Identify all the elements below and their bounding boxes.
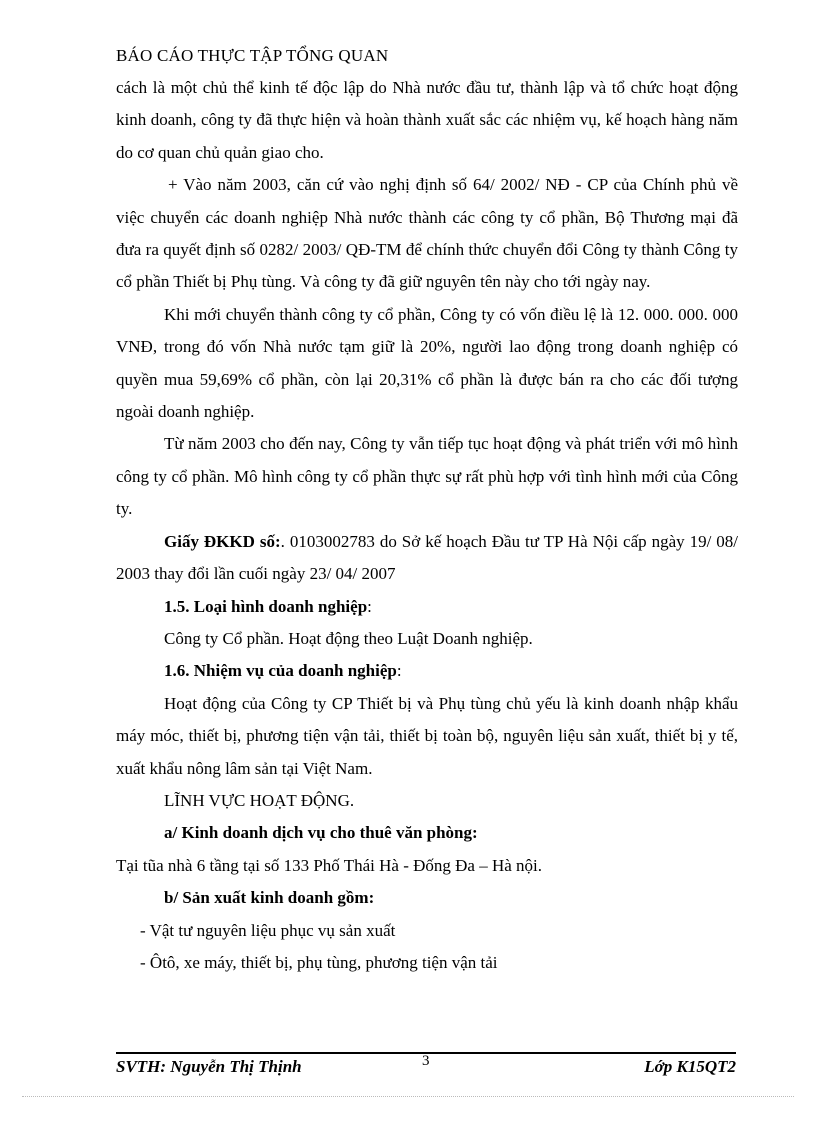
page-header: BÁO CÁO THỰC TẬP TỔNG QUAN <box>116 46 389 65</box>
list-item: - Ôtô, xe máy, thiết bị, phụ tùng, phương tiện vận tải <box>140 952 498 972</box>
registration-label: Giấy ĐKKD số: <box>164 531 281 551</box>
subheading-a <box>116 817 738 849</box>
section-heading <box>116 655 738 687</box>
footer-class: Lớp K15QT2 <box>644 1057 736 1076</box>
page-number: 3 <box>422 1053 430 1069</box>
subheading-a-text: a/ Kinh doanh dịch vụ cho thuê văn phòng: <box>164 823 478 843</box>
paragraph: Khi mới chuyển thành công ty cổ phần, Công ty có vốn điều lệ là 12. 000. 000. 000 VNĐ, trong đó vốn Nhà nước tạm giữ là 20%, người lao động trong doanh nghiệp có quyền mua 59,69% cổ phần, còn lại 20,31% cổ phần là được bán ra cho các đối tượng ngoài doanh nghiệp. <box>116 304 738 422</box>
paragraph: LĨNH VỰC HOẠT ĐỘNG. <box>164 790 355 810</box>
heading-1-5: 1.5. Loại hình doanh nghiệp <box>164 596 368 616</box>
subheading-b-text: b/ Sản xuất kinh doanh gồm: <box>164 888 375 908</box>
paragraph: Công ty Cổ phần. Hoạt động theo Luật Doanh nghiệp. <box>164 628 533 648</box>
paragraph: Tại tũa nhà 6 tầng tại số 133 Phố Thái Hà - Đống Đa – Hà nội. <box>116 855 543 875</box>
section-heading <box>116 591 738 623</box>
paragraph: Hoạt động của Công ty CP Thiết bị và Phụ tùng chủ yếu là kinh doanh nhập khẩu máy móc, thiết bị, phương tiện vận tải, thiết bị toàn bộ, nguyên liệu sản xuất, thiết bị y tế, xuất khẩu nông lâm sản tại Việt Nam. <box>116 693 738 778</box>
heading-colon: : <box>396 661 402 681</box>
paragraph-registration <box>116 526 738 591</box>
paragraph: Từ năm 2003 cho đến nay, Công ty vẫn tiếp tục hoạt động và phát triển với mô hình công ty cổ phần. Mô hình công ty cổ phần thực sự rất phù hợp với tình hình mới của Công ty. <box>116 434 738 519</box>
paragraph: cách là một chủ thể kinh tế độc lập do Nhà nước đầu tư, thành lập và tổ chức hoạt động kinh doanh, công ty đã thực hiện và hoàn thành xuất sắc các nhiệm vụ, kế hoạch hàng năm do cơ quan chủ quản giao cho. <box>116 78 738 162</box>
list-item: - Vật tư nguyên liệu phục vụ sản xuất <box>140 920 396 940</box>
page-edge-divider <box>22 1096 794 1097</box>
paragraph: + Vào năm 2003, căn cứ vào nghị định số 64/ 2002/ NĐ - CP của Chính phủ về việc chuyển các doanh nghiệp Nhà nước thành các công ty cổ phần, Bộ Thương mại đã đưa ra quyết định số 0282/ 2003/ QĐ-TM để chính thức chuyển đổi Công ty thành Công ty cổ phần Thiết bị Phụ tùng. Và công ty đã giữ nguyên tên này cho tới ngày nay. <box>116 175 738 292</box>
footer-student: SVTH: Nguyễn Thị Thịnh <box>116 1057 302 1076</box>
registration-text: . 0103002783 do Sở kế hoạch Đầu tư TP Hà Nội cấp ngày 19/ 08/ 2003 thay đổi lần cuối ngày 23/ 04/ 2007 <box>116 531 738 584</box>
body-text <box>116 72 738 979</box>
heading-colon: : <box>367 596 372 616</box>
subheading-b <box>116 882 738 914</box>
heading-1-6: 1.6. Nhiệm vụ của doanh nghiệp <box>164 661 397 681</box>
